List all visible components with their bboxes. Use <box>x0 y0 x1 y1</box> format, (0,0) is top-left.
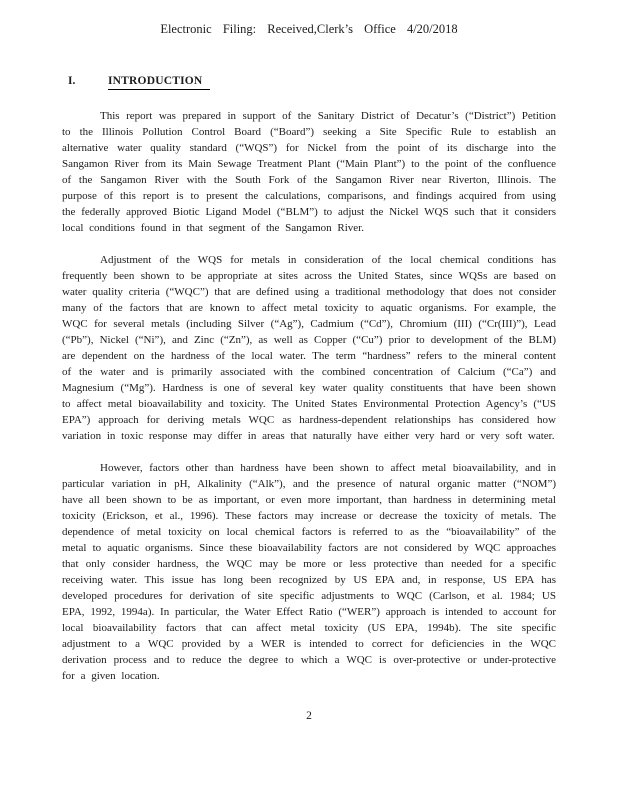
section-number: I. <box>68 75 76 87</box>
section-heading <box>62 75 556 90</box>
filing-header: Electronic Filing: Received,Clerk’s Office 4/20/2018 <box>160 22 458 36</box>
paragraph-introduction-3: However, factors other than hardness have been shown to affect metal bioavailability, and in particular variation in pH, Alkalinity (“Alk”), and the presence of natural organic matter (“NOM”) have all been shown to be as important, or even more important, than hardness in determining metal toxicity (Erickson, et al., 1996). These factors may increase or decrease the toxicity of metals. The dependence of metal toxicity on local chemical factors is referred to as the “bioavailability” of the metal to aquatic organisms. Since these bioavailability factors are not considered by WQC approaches that only consider hardness, the WQC may be more or less protective than needed for a specific receiving water. This issue has long been recognized by US EPA and, in response, US EPA has developed procedures for derivation of site specific adjustments to WQC (Carlson, et al. 1984; US EPA, 1992, 1994a). In particular, the Water Effect Ratio (“WER”) approach is intended to account for local bioavailability factors that can affect metal toxicity (US EPA, 1994b). The site specific adjustment to a WQC provided by a WER is intended to correct for deficiencies in the WQC derivation process and to reduce the degree to which a WQC is over-protective or under-protective for a given location. <box>62 462 556 682</box>
section-title: INTRODUCTION <box>108 75 210 90</box>
paragraph-introduction-1: This report was prepared in support of the Sanitary District of Decatur’s (“District”) Petition to the Illinois Pollution Control Board (“Board”) seeking a Site Specific Rule to establish an alternative water quality standard (“WQS”) for Nickel from the point of its discharge into the Sangamon River from its Main Sewage Treatment Plant (“Main Plant”) to the point of the confluence of the Sangamon River with the South Fork of the Sangamon River near Riverton, Illinois. The purpose of this report is to present the calculations, comparisons, and findings acquired from using the federally approved Biotic Ligand Model (“BLM”) to adjust the Nickel WQS such that it considers local conditions found in that segment of the Sangamon River. <box>62 110 556 234</box>
document-body <box>62 108 556 684</box>
page-number: 2 <box>306 710 312 722</box>
paragraph-introduction-2: Adjustment of the WQS for metals in consideration of the local chemical conditions has frequently been shown to be appropriate at sites across the United States, since WQSs are based on water quality criteria (“WQC”) that are defined using a traditional methodology that does not consider many of the factors that are known to affect metal toxicity to aquatic organisms. For example, the WQC for several metals (including Silver (“Ag”), Cadmium (“Cd”), Chromium (III) (“Cr(III)”), Lead (“Pb”), Nickel (“Ni”), and Zinc (“Zn”), as well as Copper (“Cu”) prior to development of the BLM) are dependent on the hardness of the local water. The term “hardness” refers to the mineral content of the water and is primarily associated with the combined concentration of Calcium (“Ca”) and Magnesium (“Mg”). Hardness is one of several key water quality constituents that have been shown to affect metal bioavailability and toxicity. The United States Environmental Protection Agency’s (“US EPA”) approach for deriving metals WQC as hardness-dependent relationships has considered how variation in toxic response may differ in areas that naturally have either very hard or very soft water. <box>62 254 556 442</box>
